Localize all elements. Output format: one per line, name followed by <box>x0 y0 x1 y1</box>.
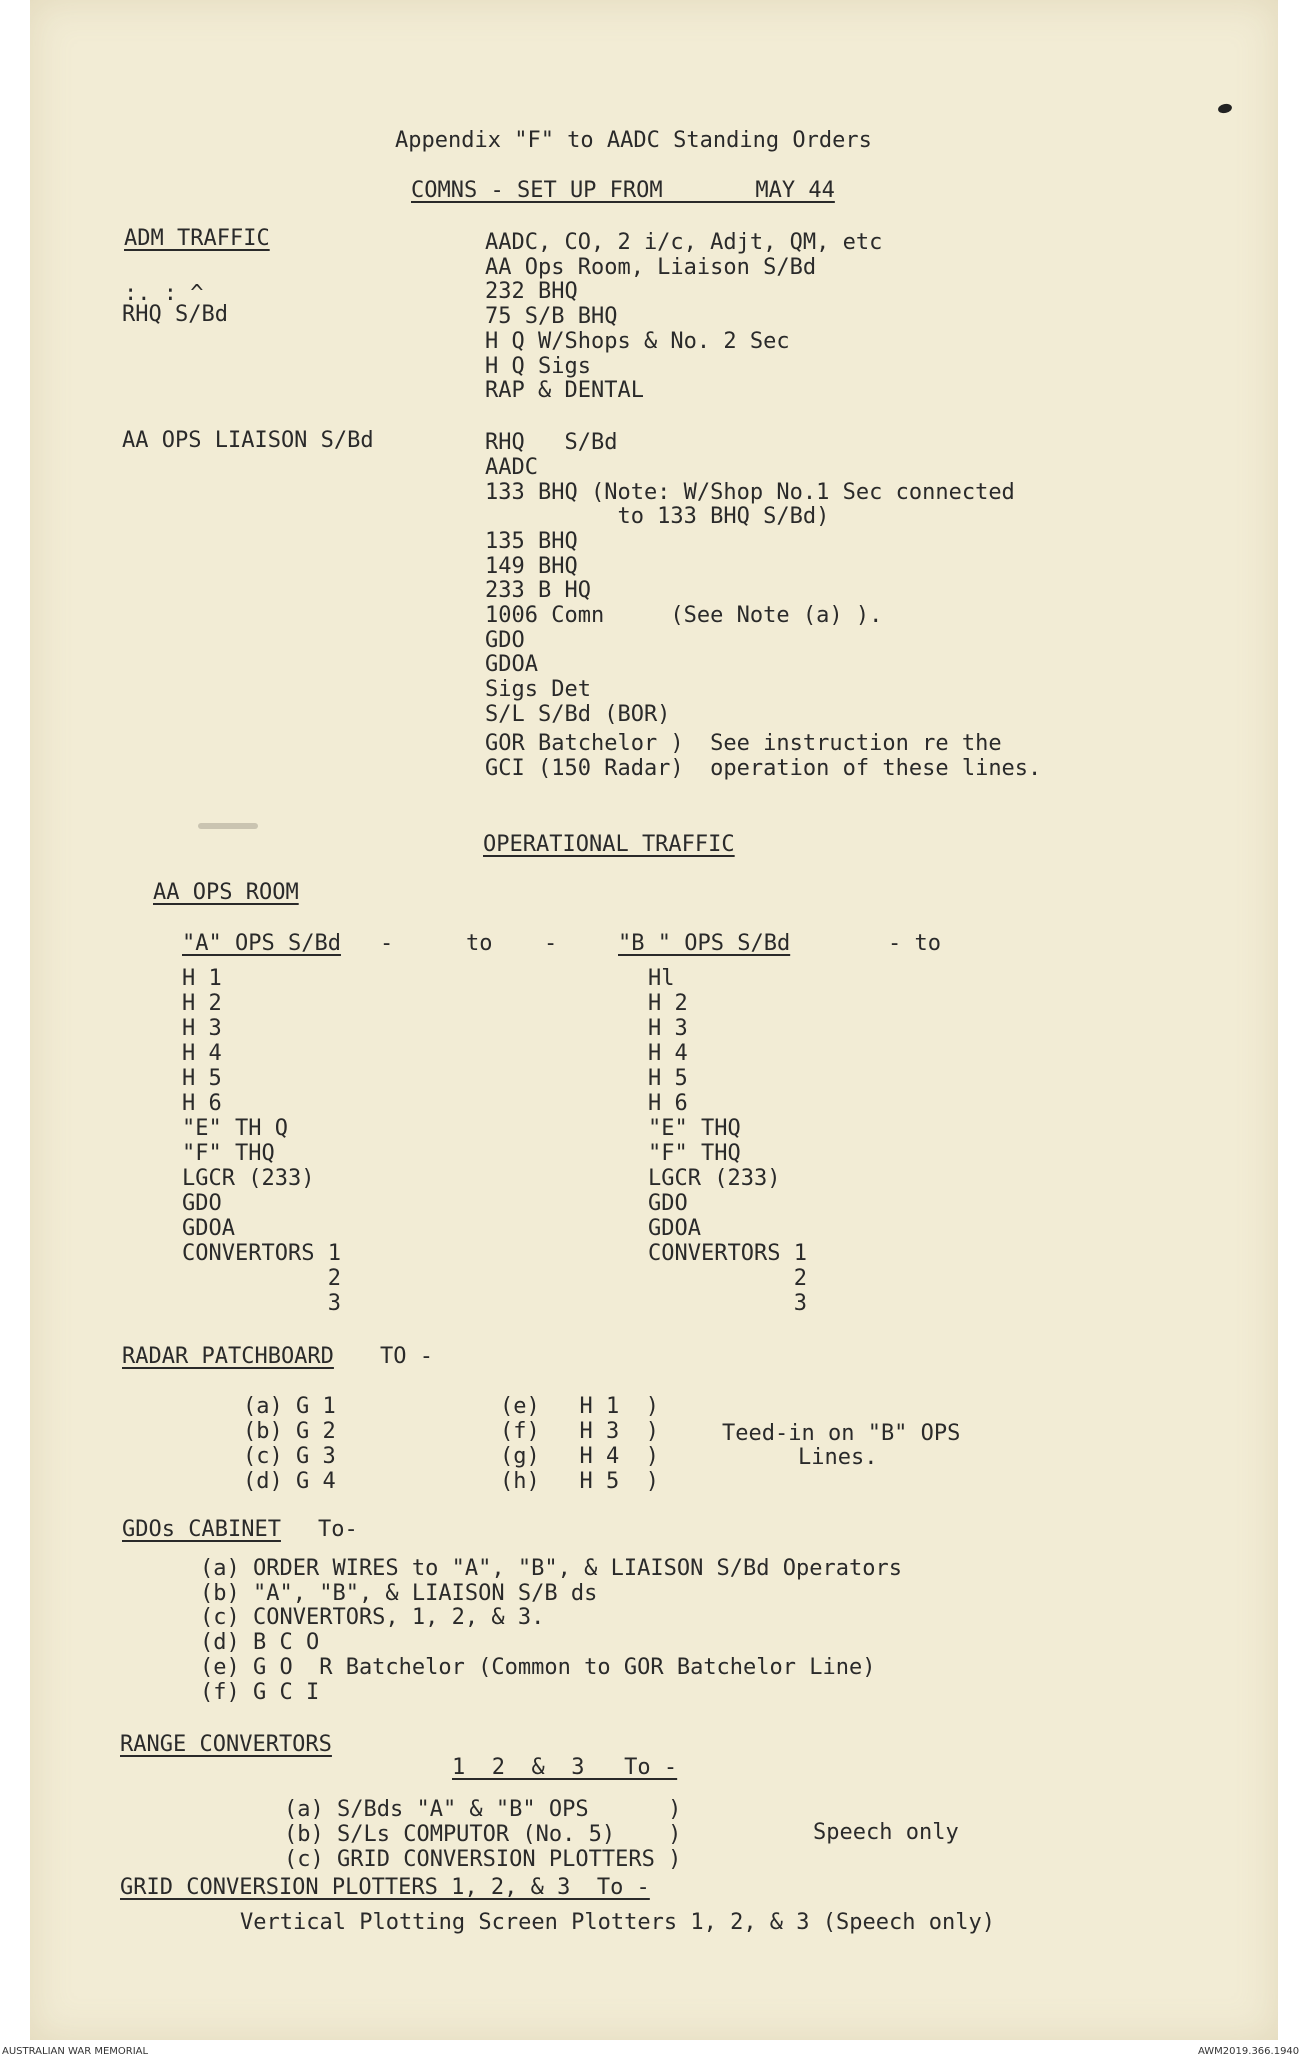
adm-line: 75 S/B BHQ <box>485 304 618 329</box>
adm-line: AA Ops Room, Liaison S/Bd <box>485 255 817 280</box>
col-a-item: "E" TH Q <box>182 1116 288 1141</box>
gdos-heading: GDOs CABINET <box>122 1517 281 1542</box>
radar-left-item: (a) G 1 <box>243 1394 336 1419</box>
col-a-item: 2 <box>182 1266 341 1291</box>
aa-ops-room-heading: AA OPS ROOM <box>153 880 299 905</box>
col-b-item: CONVERTORS 1 <box>648 1241 807 1266</box>
to-label: to <box>466 931 493 956</box>
grid-line: Vertical Plotting Screen Plotters 1, 2, & 3 (Speech only) <box>240 1910 995 1935</box>
col-b-item: Hl <box>648 966 675 991</box>
col-a-item: H 3 <box>182 1016 222 1041</box>
range-item: (b) S/Ls COMPUTOR (No. 5) ) <box>284 1822 682 1847</box>
col-a-item: H 2 <box>182 991 222 1016</box>
radar-heading-suffix: TO - <box>380 1344 433 1369</box>
radar-left-item: (b) G 2 <box>243 1419 336 1444</box>
footer-credit: AUSTRALIAN WAR MEMORIAL <box>2 2046 149 2057</box>
adm-label: :. : ^ <box>124 281 204 306</box>
col-a-item: H 4 <box>182 1041 222 1066</box>
col-b-item: 2 <box>648 1266 807 1291</box>
col-b-item: GDOA <box>648 1216 701 1241</box>
radar-right-item: (g) H 4 ) <box>500 1444 659 1469</box>
col-a-item: LGCR (233) <box>182 1166 315 1191</box>
adm-line: RAP & DENTAL <box>485 378 644 403</box>
adm-line: H Q Sigs <box>485 354 591 379</box>
col-a-item: GDO <box>182 1191 222 1216</box>
radar-left-item: (c) G 3 <box>243 1444 336 1469</box>
gdos-heading-suffix: To- <box>318 1517 358 1542</box>
range-item: (a) S/Bds "A" & "B" OPS ) <box>284 1797 682 1822</box>
adm-line: H Q W/Shops & No. 2 Sec <box>485 329 790 354</box>
liaison-line: GDO <box>485 628 525 653</box>
liaison-line: 133 BHQ (Note: W/Shop No.1 Sec connected <box>485 480 1015 505</box>
liaison-line: 135 BHQ <box>485 529 578 554</box>
col-b-item: "E" THQ <box>648 1116 741 1141</box>
radar-right-item: (f) H 3 ) <box>500 1419 659 1444</box>
liaison-line: 149 BHQ <box>485 554 578 579</box>
range-sub: 1 2 & 3 To - <box>452 1755 678 1780</box>
col-b-item: GDO <box>648 1191 688 1216</box>
adm-line: AADC, CO, 2 i/c, Adjt, QM, etc <box>485 230 883 255</box>
col-b-item: H 4 <box>648 1041 688 1066</box>
liaison-label: AA OPS LIAISON S/Bd <box>122 428 374 453</box>
radar-note: Lines. <box>798 1445 878 1470</box>
col-a-item: GDOA <box>182 1216 235 1241</box>
col-a-item: 3 <box>182 1291 341 1316</box>
col-b-item: H 6 <box>648 1091 688 1116</box>
adm-label: RHQ S/Bd <box>122 302 228 327</box>
gdos-item: (e) G O R Batchelor (Common to GOR Batchelor Line) <box>200 1655 876 1680</box>
adm-line: 232 BHQ <box>485 279 578 304</box>
col-b-item: 3 <box>648 1291 807 1316</box>
col-b-item: H 3 <box>648 1016 688 1041</box>
footer-accession: AWM2019.366.1940 <box>1198 2046 1300 2057</box>
liaison-line: GDOA <box>485 652 538 677</box>
liaison-line: GCI (150 Radar) operation of these lines. <box>485 756 1042 781</box>
radar-right-item: (h) H 5 ) <box>500 1469 659 1494</box>
range-item: (c) GRID CONVERSION PLOTTERS ) <box>284 1847 682 1872</box>
document-title: Appendix "F" to AADC Standing Orders <box>395 128 872 153</box>
adm-traffic-heading: ADM TRAFFIC <box>124 226 270 251</box>
radar-note: Teed-in on "B" OPS <box>722 1421 961 1446</box>
liaison-line: S/L S/Bd (BOR) <box>485 702 671 727</box>
operational-heading: OPERATIONAL TRAFFIC <box>483 832 735 857</box>
col-a-item: H 6 <box>182 1091 222 1116</box>
liaison-line: to 133 BHQ S/Bd) <box>485 504 830 529</box>
document-subtitle: COMNS - SET UP FROM MAY 44 <box>411 178 835 203</box>
radar-heading: RADAR PATCHBOARD <box>122 1344 334 1369</box>
liaison-line: RHQ S/Bd <box>485 430 618 455</box>
gdos-item: (d) B C O <box>200 1630 320 1655</box>
col-b-item: H 2 <box>648 991 688 1016</box>
range-note: Speech only <box>813 1820 959 1845</box>
ink-smudge <box>198 823 258 829</box>
gdos-item: (f) G C I <box>200 1680 320 1705</box>
to-label: - to <box>888 931 941 956</box>
col-a-item: CONVERTORS 1 <box>182 1241 341 1266</box>
col-a-heading: "A" OPS S/Bd <box>182 931 341 956</box>
radar-right-item: (e) H 1 ) <box>500 1394 659 1419</box>
liaison-line: GOR Batchelor ) See instruction re the <box>485 731 1002 756</box>
dash: - <box>544 931 558 956</box>
grid-heading: GRID CONVERSION PLOTTERS 1, 2, & 3 To - <box>120 1875 650 1900</box>
gdos-item: (c) CONVERTORS, 1, 2, & 3. <box>200 1605 545 1630</box>
col-a-item: H 5 <box>182 1066 222 1091</box>
liaison-line: 233 B HQ <box>485 578 591 603</box>
col-b-item: LGCR (233) <box>648 1166 781 1191</box>
gdos-item: (b) "A", "B", & LIAISON S/B ds <box>200 1581 598 1606</box>
col-b-item: "F" THQ <box>648 1141 741 1166</box>
col-a-item: H 1 <box>182 966 222 991</box>
col-b-item: H 5 <box>648 1066 688 1091</box>
liaison-line: Sigs Det <box>485 677 591 702</box>
radar-left-item: (d) G 4 <box>243 1469 336 1494</box>
col-a-item: "F" THQ <box>182 1141 275 1166</box>
liaison-line: 1006 Comn (See Note (a) ). <box>485 603 883 628</box>
range-heading: RANGE CONVERTORS <box>120 1732 332 1757</box>
gdos-item: (a) ORDER WIRES to "A", "B", & LIAISON S/Bd Operators <box>200 1556 902 1581</box>
dash: - <box>380 931 394 956</box>
liaison-line: AADC <box>485 455 538 480</box>
col-b-heading: "B " OPS S/Bd <box>618 931 791 956</box>
